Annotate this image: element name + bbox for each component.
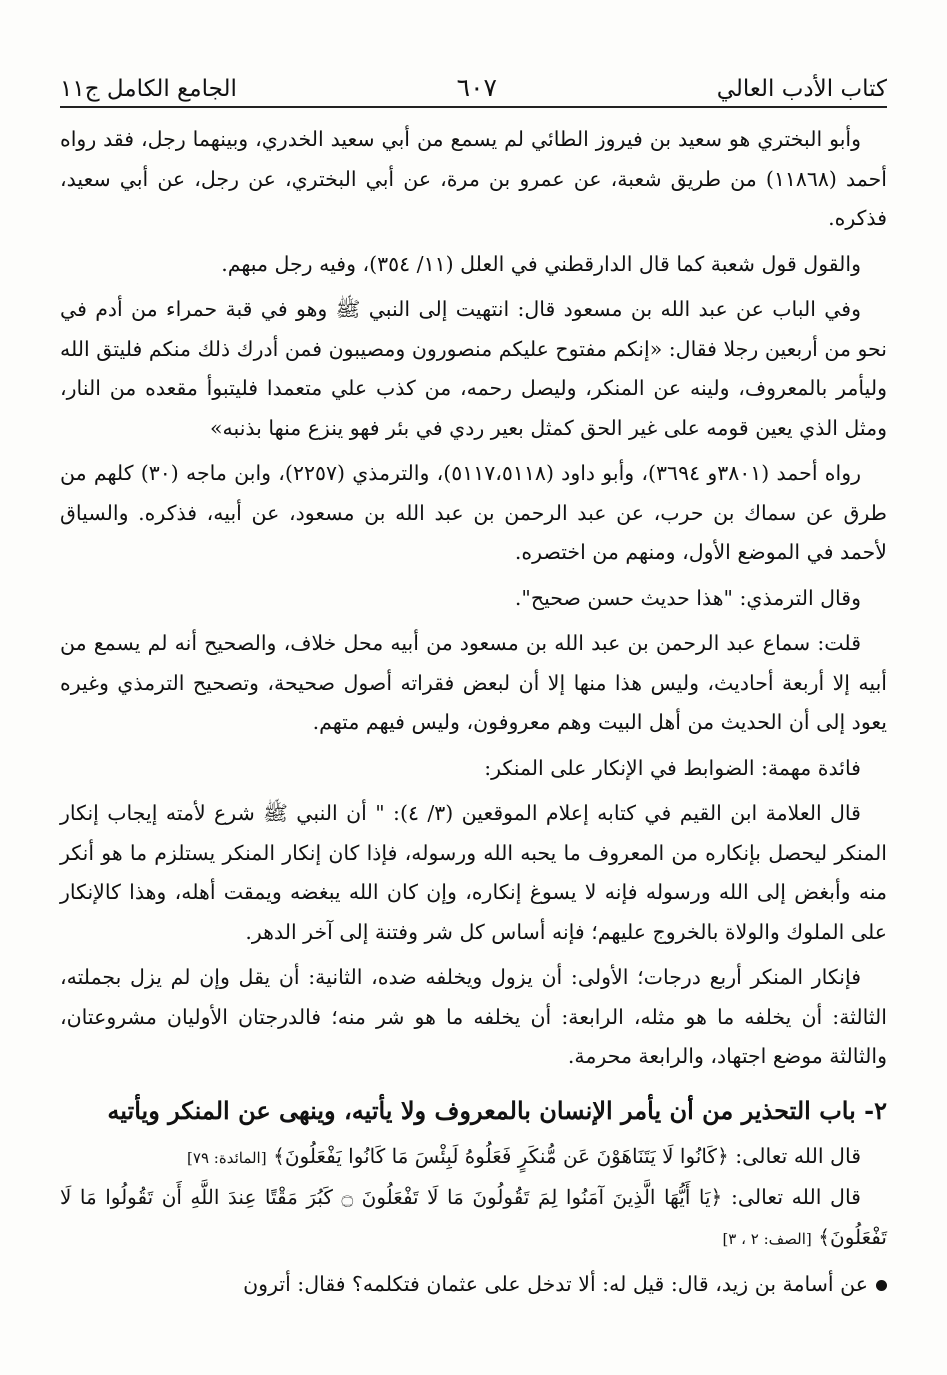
page-number: ٦٠٧: [456, 73, 497, 102]
paragraph: والقول قول شعبة كما قال الدارقطني في العلل (١١/ ٣٥٤)، وفيه رجل مبهم.: [221, 251, 861, 276]
paragraph: رواه أحمد (٣٨٠١و ٣٦٩٤)، وأبو داود (٥١١٧،٥١١٨)، والترمذي (٢٢٥٧)، وابن ماجه (٣٠) كلهم من طرق عن سماك بن حرب، عن عبد الرحمن بن عبد الله بن مسعود، عن أبيه، فذكره. والسياق لأحمد في الموضع الأول، ومنهم من اختصره.: [60, 461, 887, 564]
page-content: [60, 120, 887, 1305]
verse-text: ﴿كَانُوا لَا يَتَنَاهَوْنَ عَن مُّنكَرٍ فَعَلُوهُ لَبِئْسَ مَا كَانُوا يَفْعَلُونَ﴾: [273, 1143, 729, 1168]
verse-intro: قال الله تعالى:: [735, 1143, 861, 1168]
hadith-text: عن أسامة بن زيد، قال: قيل له: ألا تدخل على عثمان فتكلمه؟ فقال: أترون: [243, 1272, 868, 1296]
verse-reference: [المائدة: ٧٩]: [187, 1148, 267, 1167]
bullet-icon: [876, 1280, 887, 1291]
verse-line: [60, 1137, 887, 1179]
paragraph: فإنكار المنكر أربع درجات؛ الأولى: أن يزول ويخلفه ضده، الثانية: أن يقل وإن لم يزل بجملته، الثالثة: أن يخلفه ما هو مثله، الرابعة: أن يخلفه ما هو شر منه؛ فالدرجتان الأوليان مشروعتان، والثالثة موضع اجتهاد، والرابعة محرمة.: [60, 965, 887, 1068]
section-heading: ٢- باب التحذير من أن يأمر الإنسان بالمعروف ولا يأتيه، وينهى عن المنكر ويأتيه: [107, 1095, 887, 1125]
verse-intro: قال الله تعالى:: [730, 1185, 861, 1209]
verse-line: [60, 1178, 887, 1259]
paragraph: قال العلامة ابن القيم في كتابه إعلام الموقعين (٣/ ٤): " أن النبي ﷺ شرع لأمته إيجاب إنكار المنكر ليحصل بإنكاره من المعروف ما يحبه الله ورسوله، فإذا كان إنكار المنكر يستلزم ما هو أنكر منه وأبغض إلى الله ورسوله فإنه لا يسوغ إنكاره، وإن كان الله يبغضه ويمقت أهله، وهذا كالإنكار على الملوك والولاة بالخروج عليهم؛ فإنه أساس كل شر وفتنة إلى آخر الدهر.: [60, 801, 887, 944]
paragraph: فائدة مهمة: الضوابط في الإنكار على المنكر:: [484, 755, 861, 780]
book-title: كتاب الأدب العالي: [716, 76, 887, 102]
hadith-line: [60, 1265, 887, 1305]
paragraph: قلت: سماع عبد الرحمن بن عبد الله بن مسعود من أبيه محل خلاف، والصحيح أنه لم يسمع من أبيه إلا أربعة أحاديث، وليس هذا منها إلا أن لبعض فقراته أصول صحيحة، وتصحيح الترمذي وغيره يعود إلى أن الحديث من أهل البيت وهم معروفون، وليس فيهم متهم.: [60, 631, 887, 734]
verse-text: ﴿يَا أَيُّهَا الَّذِينَ آمَنُوا لِمَ تَقُولُونَ مَا لَا تَفْعَلُونَ ۝ كَبُرَ مَقْتًا عِندَ اللَّهِ أَن تَقُولُوا مَا لَا تَفْعَلُونَ﴾: [60, 1185, 887, 1249]
paragraph: وقال الترمذي: "هذا حديث حسن صحيح".: [514, 585, 861, 610]
paragraph: وفي الباب عن عبد الله بن مسعود قال: انتهيت إلى النبي ﷺ وهو في قبة حمراء من أدم في نحو من أربعين رجلا فقال: «إنكم مفتوح عليكم منصورون ومصيبون فمن أدرك ذلك منكم فليتق الله وليأمر بالمعروف، ولينه عن المنكر، وليصل رحمه، من كذب علي متعمدا فليتبوأ مقعده من النار، ومثل الذي يعين قومه على غير الحق كمثل بعير ردي في بئر فهو ينزع منها بذنبه»: [60, 297, 887, 440]
page-header: [60, 58, 887, 108]
verse-reference: [الصف: ٢ ، ٣]: [722, 1229, 812, 1248]
paragraph: وأبو البختري هو سعيد بن فيروز الطائي لم يسمع من أبي سعيد الخدري، وبينهما رجل، فقد رواه أحمد (١١٨٦٨) من طريق شعبة، عن عمرو بن مرة، عن أبي البختري، عن رجل، عن أبي سعيد، فذكره.: [60, 127, 888, 230]
volume-title: الجامع الكامل ج١١: [60, 76, 237, 102]
